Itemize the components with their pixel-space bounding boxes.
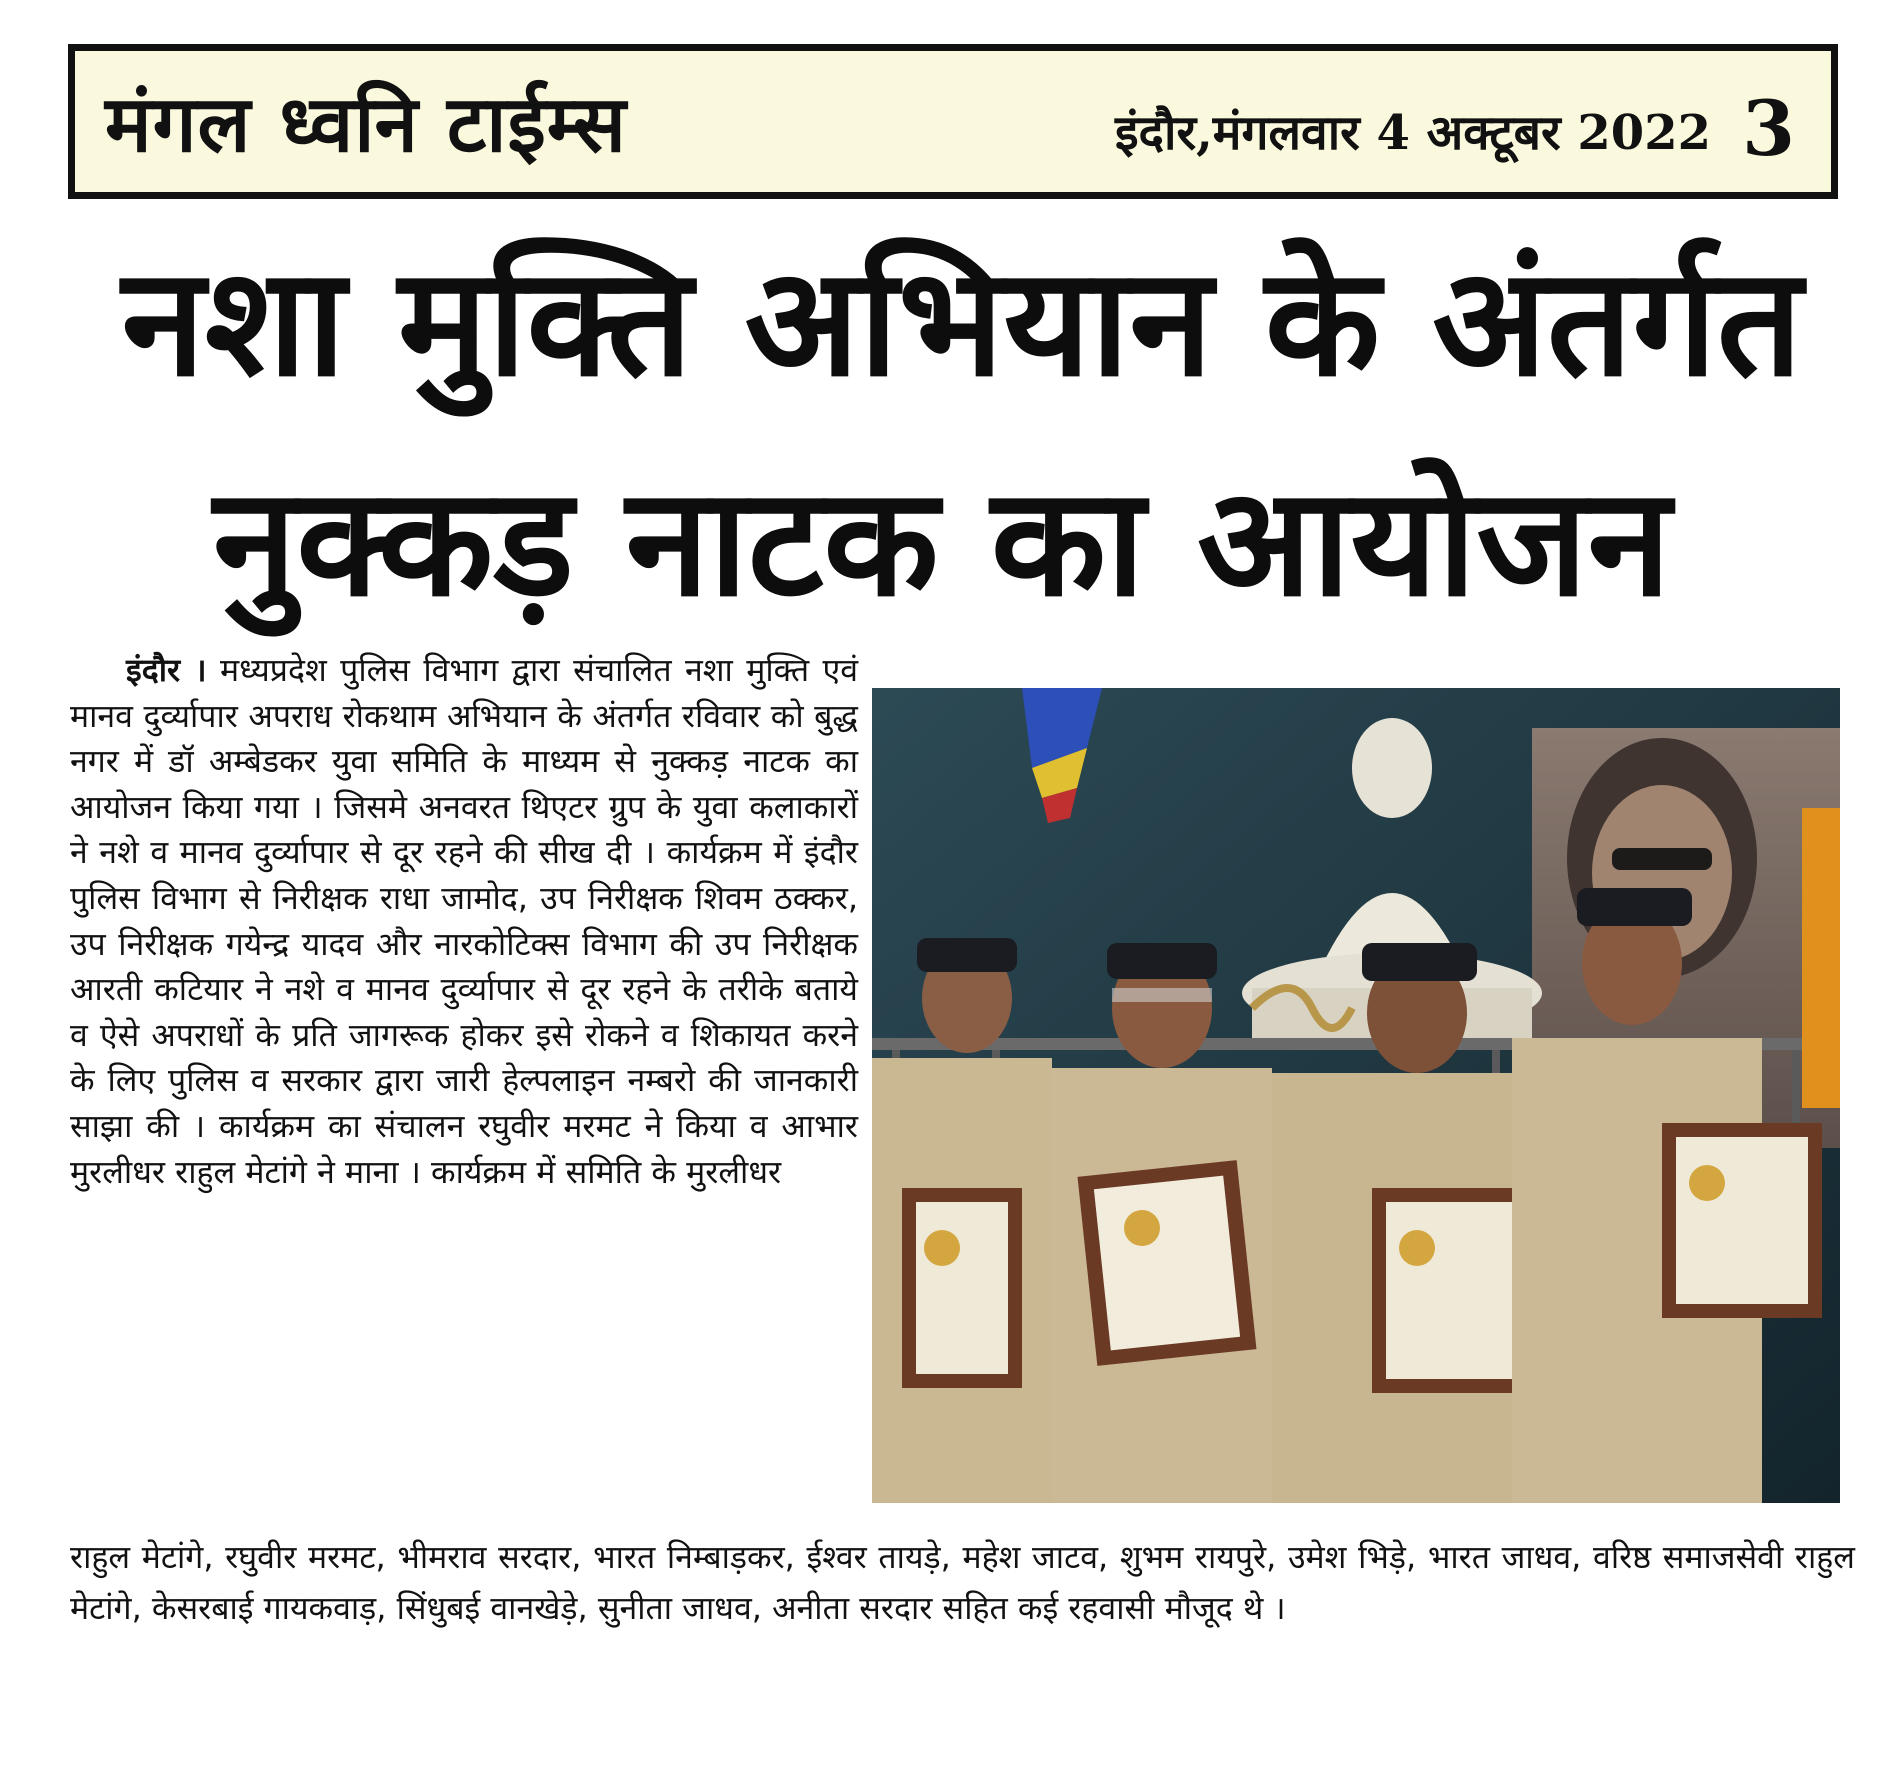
article-column	[70, 648, 858, 1195]
article-column-text: मध्यप्रदेश पुलिस विभाग द्वारा संचालित नशा मुक्ति एवं मानव दुर्व्यापार अपराध रोकथाम अभियान के अंतर्गत रविवार को बुद्ध नगर में डॉ अम्बेडकर युवा समिति के माध्यम से नुक्कड़ नाटक का आयोजन किया गया । जिसमे अनवरत थिएटर ग्रुप के युवा कलाकारों ने नशे व मानव दुर्व्यापार से दूर रहने की सीख दी । कार्यक्रम में इंदौर पुलिस विभाग से निरीक्षक राधा जामोद, उप निरीक्षक शिवम ठक्कर, उप निरीक्षक गयेन्द्र यादव और नारकोटिक्स विभाग की उप निरीक्षक आरती कटियार ने नशे व मानव दुर्व्यापार से दूर रहने के तरीके बताये व ऐसे अपराधों के प्रति जागरूक होकर इसे रोकने व शिकायत करने के लिए पुलिस व सरकार द्वारा जारी हेल्पलाइन नम्बरो की जानकारी साझा की । कार्यक्रम का संचालन रघुवीर मरमट ने किया व आभार मुरलीधर राहुल मेटांगे ने माना । कार्यक्रम में समिति के मुरलीधर	[70, 651, 858, 1191]
newspaper-name: मंगल ध्वनि टाईम्स	[105, 79, 627, 170]
police-officers-photo	[872, 688, 1840, 1503]
article-dateline: इंदौर ।	[126, 651, 207, 689]
masthead	[68, 44, 1838, 199]
headline-line-2: नुक्कड़ नाटक का आयोजन	[213, 456, 1671, 630]
issue-date: इंदौर,मंगलवार 4 अक्टूबर 2022	[1114, 105, 1711, 161]
headline-line-1: नशा मुक्ति अभियान के अंतर्गत	[121, 236, 1803, 410]
page-number: 3	[1742, 84, 1795, 173]
article-photo	[872, 688, 1840, 1503]
article-continuation: राहुल मेटांगे, रघुवीर मरमट, भीमराव सरदार, भारत निम्बाड़कर, ईश्वर तायड़े, महेश जाटव, शुभम रायपुरे, उमेश भिड़े, भारत जाधव, वरिष्ठ समाजसेवी राहुल मेटांगे, केसरबाई गायकवाड़, सिंधुबई वानखेड़े, सुनीता जाधव, अनीता सरदार सहित कई रहवासी मौजूद थे ।	[70, 1538, 1855, 1627]
